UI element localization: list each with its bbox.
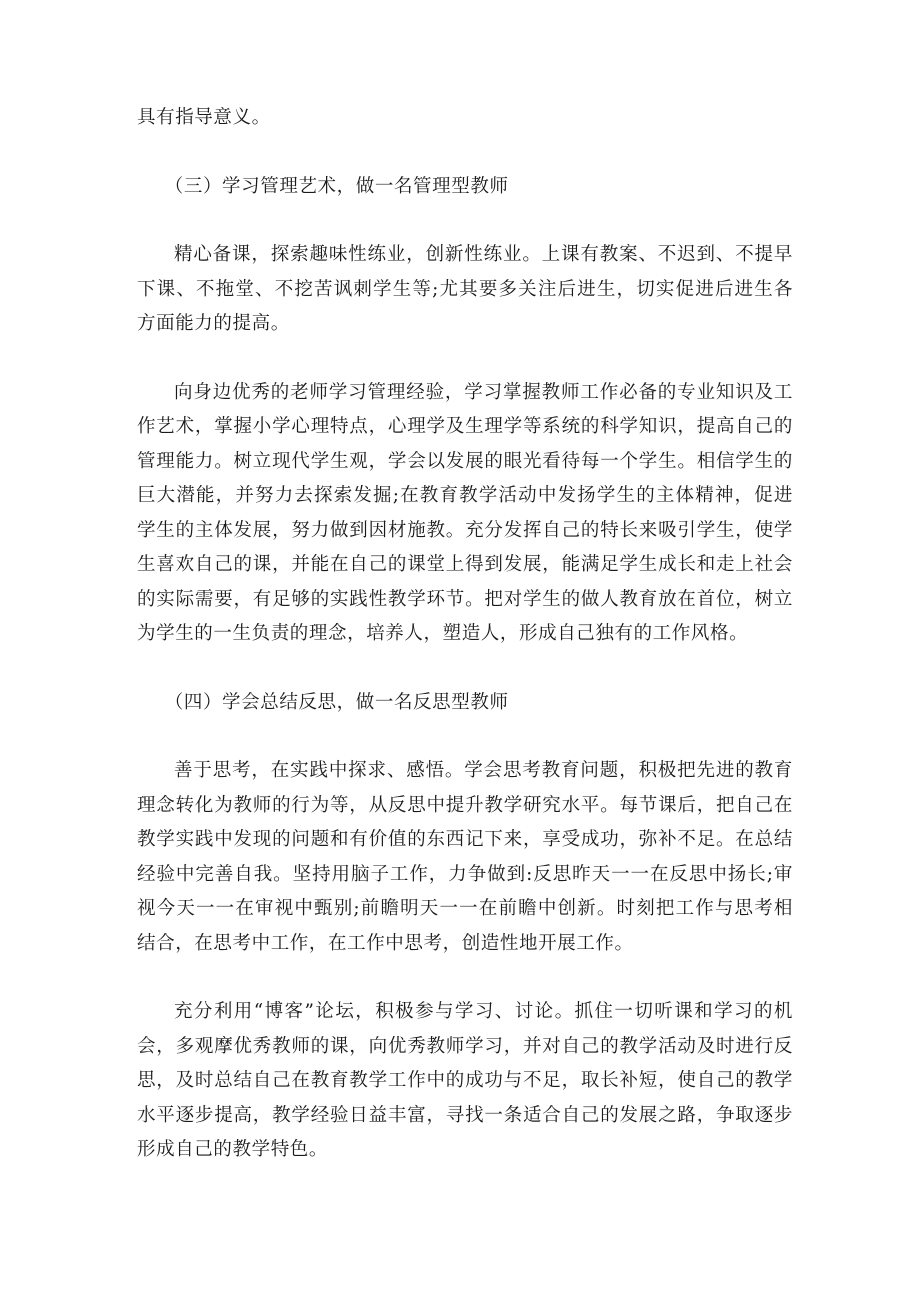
paragraph-gap — [137, 204, 793, 238]
paragraph-lesson-prep: 精心备课，探索趣味性练业，创新性练业。上课有教案、不迟到、不提早下课、不拖堂、不挖苦讽刺学生等;尤其要多关注后进生，切实促进后进生各方面能力的提高。 — [137, 244, 793, 334]
document-body — [137, 101, 793, 1168]
paragraph-continued: 具有指导意义。 — [137, 107, 271, 128]
section-heading-4: （四）学会总结反思，做一名反思型教师 — [164, 691, 509, 713]
paragraph-learn-management: 向身边优秀的老师学习管理经验，学习掌握教师工作必备的专业知识及工作艺术，掌握小学心理特点，心理学及生理学等系统的科学知识，提高自己的管理能力。树立现代学生观，学会以发展的眼光看待每一个学生。相信学生的巨大潜能，并努力去探索发掘;在教育教学活动中发扬学生的主体精神，促进学生的主体发展，努力做到因材施教。充分发挥自己的特长来吸引学生，使学生喜欢自己的课，并能在自己的课堂上得到发展，能满足学生成长和走上社会的实际需要，有足够的实践性教学环节。把对学生的做人教育放在首位，树立为学生的一生负责的理念，培养人，塑造人，形成自己独有的工作风格。 — [137, 381, 793, 644]
paragraph-gap — [137, 720, 793, 754]
paragraph-blog-forum: 充分利用“博客”论坛，积极参与学习、讨论。抓住一切听课和学习的机会，多观摩优秀教师的课，向优秀教师学习，并对自己的教学活动及时进行反思，及时总结自己在教育教学工作中的成功与不足，取长补短，使自己的教学水平逐步提高，教学经验日益丰富，寻找一条适合自己的发展之路，争取逐步形成自己的教学特色。 — [137, 1001, 793, 1160]
paragraph-gap — [137, 652, 793, 686]
paragraph-gap — [137, 961, 793, 995]
paragraph-gap — [137, 136, 793, 170]
section-heading-3: （三）学习管理艺术，做一名管理型教师 — [164, 175, 509, 197]
paragraph-gap — [137, 342, 793, 376]
paragraph-reflection: 善于思考，在实践中探求、感悟。学会思考教育问题，积极把先进的教育理念转化为教师的行为等，从反思中提升教学研究水平。每节课后，把自己在教学实践中发现的问题和有价值的东西记下来，享受成功，弥补不足。在总结经验中完善自我。坚持用脑子工作，力争做到:反思昨天一一在反思中扬长;审视今天一一在审视中甄别;前瞻明天一一在前瞻中创新。时刻把工作与思考相结合，在思考中工作，在工作中思考，创造性地开展工作。 — [137, 760, 793, 954]
